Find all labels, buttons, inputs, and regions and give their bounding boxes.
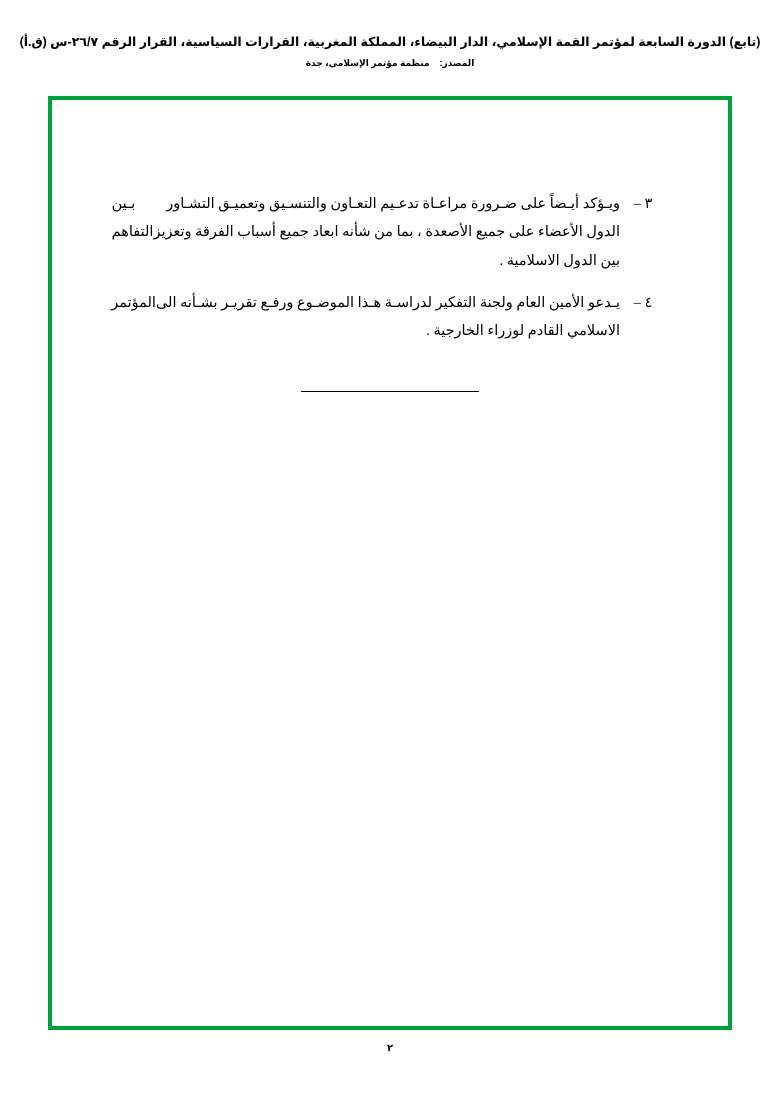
clause-line-start: ويـؤكد أيـضاً على ضـرورة مراعـاة تدعـيم التعـاون والتنسـيق وتعميـق التشـاور bbox=[166, 196, 620, 212]
clause-line-start: بين الدول الاسلامية . bbox=[499, 252, 620, 269]
source-label: المصدر: bbox=[439, 58, 475, 69]
clause-line-start: الدول الأعضاء على جميع الأصعدة ، بما من شأنه ابعاد جميع أسباب الفرقة وتعزيز bbox=[153, 224, 620, 241]
clause-line bbox=[112, 218, 620, 246]
clause-number: ٣ – bbox=[633, 196, 653, 212]
clause-text bbox=[102, 190, 620, 275]
clause-line bbox=[112, 190, 620, 218]
clause-line-start: الاسلامي القادم لوزراء الخارجية . bbox=[426, 323, 620, 340]
clause-line-end: التفاهم bbox=[111, 224, 154, 241]
clause-text bbox=[101, 289, 620, 346]
clause-line bbox=[111, 289, 620, 317]
section-separator bbox=[114, 379, 666, 397]
header-title: (تابع) الدورة السابعة لمؤتمر القمة الإسلامي، الدار البيضاء، المملكة المغربية، القرارات السياسية، القرار الرقم ٢٦/٧-س (ق.أ) bbox=[19, 35, 761, 49]
clause-line-start: يـدعو الأمين العام ولجنة التفكير لدراسـة هـذا الموضـوع ورفـع تقريـر بشـأنه الى bbox=[155, 294, 620, 311]
clause-line bbox=[112, 247, 620, 275]
clause-number: ٤ – bbox=[633, 294, 653, 311]
resolution-body bbox=[111, 190, 666, 397]
clause-item bbox=[111, 289, 666, 346]
clause-line-end: المؤتمر bbox=[111, 294, 156, 311]
content-frame bbox=[48, 96, 732, 1030]
page-number: ٢ bbox=[386, 1043, 394, 1054]
clause-line bbox=[111, 317, 620, 345]
page-header bbox=[0, 34, 780, 69]
clause-item bbox=[111, 190, 666, 275]
header-source bbox=[0, 58, 780, 69]
horizontal-rule bbox=[301, 391, 479, 392]
clause-line-end: بـين bbox=[111, 196, 136, 212]
source-value: منظمة مؤتمر الإسلامي، جدة bbox=[305, 58, 430, 69]
